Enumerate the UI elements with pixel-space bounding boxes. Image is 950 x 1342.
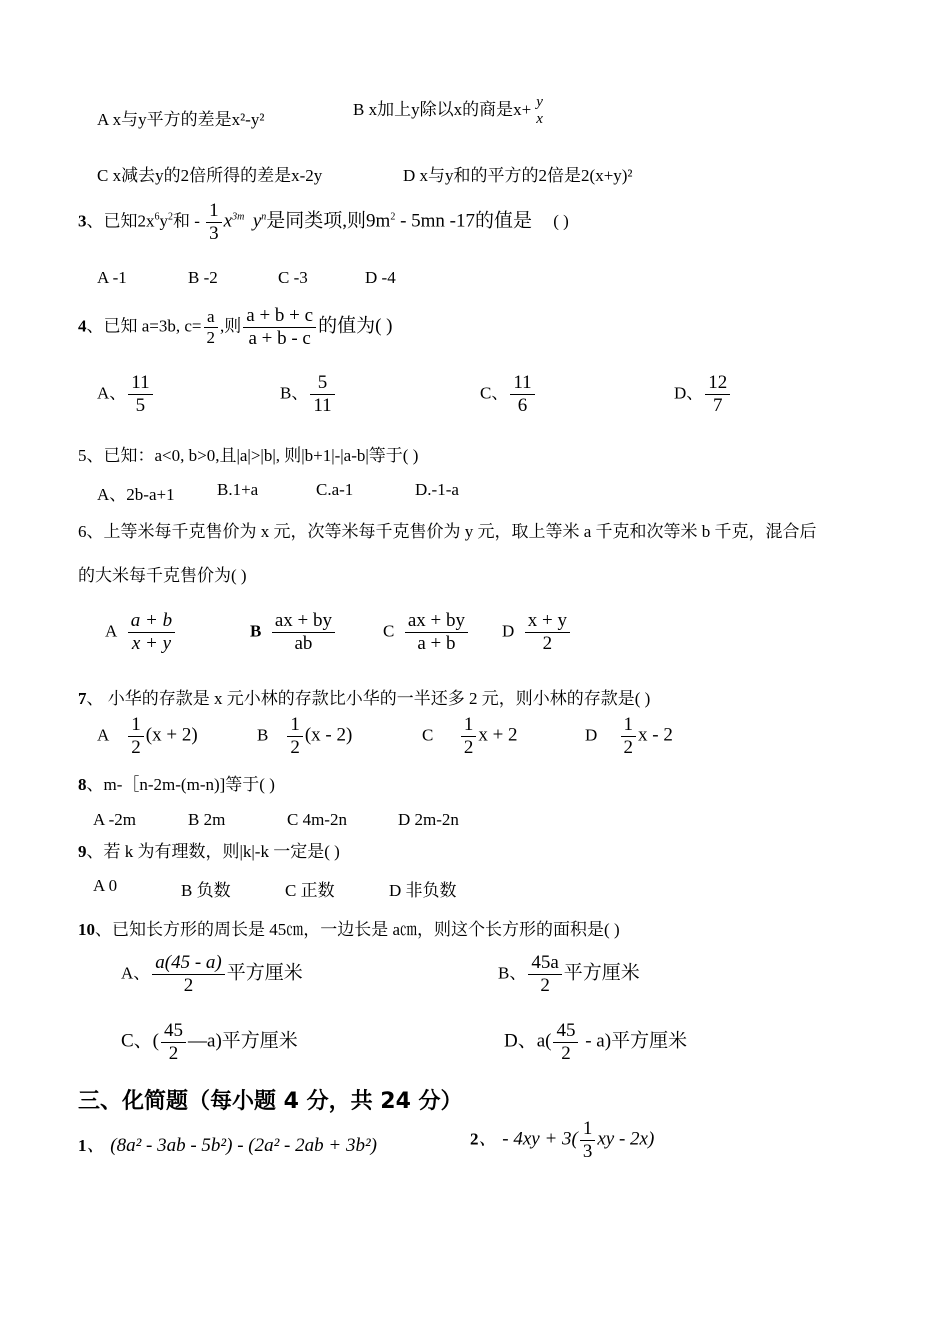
q6-option-a-label: A — [105, 621, 118, 641]
q3-number: 3 — [78, 211, 87, 231]
q4-option-a-label: A、 — [97, 383, 127, 403]
question-4 — [78, 305, 392, 350]
q3-tail2: - 5mn -17的值是 — [395, 210, 532, 232]
q3-exp5: 2 — [390, 211, 396, 223]
q4-mid: ,则 — [220, 316, 242, 336]
q2-option-b-denominator: x — [536, 111, 543, 128]
q3-exp4: n — [261, 211, 267, 223]
q10-number: 10 — [78, 920, 95, 939]
q7-option-c — [422, 714, 518, 759]
q6-option-b-label: B — [250, 621, 262, 641]
q2-option-b-numerator: y — [536, 94, 543, 110]
q4-option-d — [674, 372, 732, 417]
q6-option-a — [105, 610, 177, 655]
q3-fraction-num: 1 — [206, 200, 222, 223]
q4-option-c — [480, 372, 537, 417]
q3-mid2: 和 - — [173, 211, 200, 231]
q4-fraction-a — [204, 307, 219, 347]
q7-option-d-den: 2 — [623, 736, 634, 758]
q3-var2: y — [252, 210, 262, 232]
q4-option-d-num: 12 — [705, 372, 730, 395]
q4-option-a-num: 11 — [128, 372, 152, 395]
q10-option-c-label: C、( — [121, 1030, 160, 1052]
q7-option-d-tail: x - 2 — [638, 724, 673, 746]
q6-option-b-fraction — [272, 610, 335, 655]
q10-option-b-label: B、 — [498, 963, 527, 983]
q4-fraction-b — [243, 305, 316, 350]
q7-option-c-label: C — [422, 725, 434, 745]
q6-option-a-num: a + b — [128, 610, 175, 633]
q10-option-a-fraction — [152, 952, 224, 997]
s3-p2-fraction-den: 3 — [582, 1140, 593, 1162]
q9-option-b: B 负数 — [181, 881, 231, 900]
q10-option-b-fraction — [528, 952, 561, 997]
q6-option-d-label: D — [502, 621, 515, 641]
s3-p1-number: 1 — [78, 1136, 87, 1155]
s3-p2-tail: xy - 2x) — [597, 1128, 655, 1150]
question-6-line-1: 6、上等米每千克售价为 x 元，次等米每千克售价为 y 元，取上等米 a 千克和次等米 b 千克，混合后 — [78, 522, 817, 541]
question-7 — [78, 684, 650, 709]
q7-option-c-tail: x + 2 — [478, 724, 518, 746]
q4-option-b — [280, 372, 337, 417]
q2-option-b — [353, 94, 548, 129]
q7-option-a-label: A — [97, 725, 110, 745]
q8-option-b: B 2m — [188, 810, 226, 829]
q4-option-d-den: 7 — [713, 394, 723, 416]
q7-option-d-fraction — [621, 714, 637, 759]
q7-option-b-num: 1 — [287, 714, 303, 737]
q3-text-pre: 、已知2x — [86, 211, 155, 231]
q3-exp3: 3m — [232, 211, 245, 223]
q6-option-c-num: ax + by — [405, 610, 468, 633]
q10-option-d-den: 2 — [561, 1042, 571, 1064]
q6-option-c — [383, 610, 470, 655]
q4-option-a-fraction — [128, 372, 152, 417]
q4-text: 、已知 a=3b, c= — [86, 316, 202, 336]
q10-option-a-den: 2 — [183, 974, 194, 996]
q6-option-c-fraction — [405, 610, 468, 655]
q6-option-c-label: C — [383, 621, 395, 641]
q5-option-c: C.a-1 — [316, 480, 354, 499]
q4-option-c-fraction — [510, 372, 534, 417]
q4-tail: 的值为( ) — [318, 315, 393, 337]
q7-option-b-tail: (x - 2) — [304, 724, 353, 746]
q6-option-d — [502, 610, 572, 655]
q4-option-c-den: 6 — [517, 394, 528, 416]
q7-number: 7 — [78, 689, 87, 708]
q4-option-b-label: B、 — [280, 383, 309, 403]
q10-text: 、已知长方形的周长是 45㎝，一边长是 a㎝，则这个长方形的面积是( ) — [95, 920, 620, 939]
q5-option-d: D.-1-a — [415, 480, 459, 499]
q4-option-c-label: C、 — [480, 383, 509, 403]
q7-text: 、 小华的存款是 x 元小林的存款比小华的一半还多 2 元，则小林的存款是( ) — [86, 689, 651, 708]
q7-option-c-den: 2 — [463, 736, 474, 758]
q10-option-b-den: 2 — [540, 974, 550, 996]
section-3-problem-1 — [78, 1130, 377, 1157]
question-8 — [78, 770, 275, 795]
q7-option-d-label: D — [585, 725, 598, 745]
question-5: 5、已知：a<0, b>0,且|a|>|b|, 则|b+1|-|a-b|等于( ) — [78, 446, 419, 465]
q2-option-a: A x与y平方的差是x²-y² — [97, 110, 265, 129]
q7-option-a — [97, 714, 198, 759]
q4-option-b-den: 11 — [313, 394, 332, 416]
q10-option-c-fraction — [161, 1020, 186, 1065]
q6-option-d-num: x + y — [525, 610, 570, 633]
q4-fraction-b-num: a + b + c — [243, 305, 316, 328]
question-10 — [78, 915, 620, 940]
q3-option-d: D -4 — [365, 268, 396, 287]
question-3 — [78, 200, 569, 245]
q5-option-b: B.1+a — [217, 480, 259, 499]
q3-option-a: A -1 — [97, 268, 127, 287]
q9-option-a: A 0 — [93, 876, 118, 895]
q10-option-a-label: A、 — [121, 963, 151, 983]
q5-option-a: A、2b-a+1 — [97, 485, 175, 504]
q9-number: 9 — [78, 842, 87, 861]
q2-option-b-text: B x加上y除以x的商是x+ — [353, 100, 532, 120]
q4-fraction-b-den: a + b - c — [248, 327, 311, 349]
q7-option-a-tail: (x + 2) — [145, 724, 198, 746]
q6-option-a-den: x + y — [131, 632, 172, 654]
q10-option-c-tail: —a)平方厘米 — [188, 1030, 298, 1052]
s3-p2-fraction — [580, 1118, 596, 1163]
q7-option-d — [585, 714, 673, 759]
q3-exp2: 2 — [168, 211, 173, 223]
q3-paren: ( ) — [553, 211, 569, 231]
s3-p2-number: 2 — [470, 1129, 479, 1149]
q10-option-a-tail: 平方厘米 — [226, 962, 303, 984]
s3-p1-expression: 、 (8a² - 3ab - 5b²) - (2a² - 2ab + 3b²) — [86, 1135, 377, 1156]
question-9 — [78, 837, 340, 862]
q7-option-c-num: 1 — [461, 714, 477, 737]
q10-option-a — [121, 952, 303, 997]
section-3-problem-2 — [470, 1118, 654, 1163]
q3-option-b: B -2 — [188, 268, 218, 287]
q7-option-b-label: B — [257, 725, 269, 745]
q4-option-c-num: 11 — [510, 372, 534, 395]
q9-text: 、若 k 为有理数，则|k|-k 一定是( ) — [86, 842, 340, 861]
q10-option-d-tail: - a)平方厘米 — [580, 1030, 688, 1052]
q4-option-a-den: 5 — [135, 394, 146, 416]
q4-fraction-a-num: a — [204, 307, 219, 328]
q9-option-c: C 正数 — [285, 881, 335, 900]
q7-option-c-fraction — [461, 714, 477, 759]
q3-fraction-den: 3 — [209, 222, 219, 244]
question-6-line-2: 的大米每千克售价为( ) — [78, 566, 247, 585]
q6-option-d-den: 2 — [542, 632, 553, 654]
q10-option-b — [498, 952, 640, 997]
q3-exp1: 6 — [154, 211, 160, 223]
q10-option-c-num: 45 — [161, 1020, 186, 1043]
q3-option-c: C -3 — [278, 268, 308, 287]
q10-option-d — [504, 1020, 687, 1065]
q10-option-a-num: a(45 - a) — [152, 952, 224, 975]
q7-option-a-fraction — [128, 714, 144, 759]
q10-option-b-tail: 平方厘米 — [563, 962, 640, 984]
q10-option-b-num: 45a — [528, 952, 561, 975]
q4-option-a — [97, 372, 155, 417]
q6-option-c-den: a + b — [417, 632, 456, 654]
q3-fraction — [206, 200, 222, 245]
q4-option-d-label: D、 — [674, 383, 704, 403]
q4-option-b-num: 5 — [310, 372, 334, 395]
section-3-heading: 三、化简题（每小题 4 分，共 24 分） — [78, 1089, 463, 1114]
q7-option-a-num: 1 — [128, 714, 144, 737]
q8-number: 8 — [78, 775, 87, 794]
q3-var1: x — [223, 210, 233, 232]
q6-option-b-num: ax + by — [272, 610, 335, 633]
q3-mid1: y — [159, 211, 168, 231]
s3-p2-fraction-num: 1 — [580, 1118, 596, 1141]
q8-option-d: D 2m-2n — [398, 810, 459, 829]
q7-option-d-num: 1 — [621, 714, 637, 737]
q7-option-b — [257, 714, 352, 759]
q4-option-b-fraction — [310, 372, 334, 417]
q10-option-d-label: D、a( — [504, 1030, 552, 1052]
q4-option-d-fraction — [705, 372, 730, 417]
s3-p2-pre: 、 - 4xy + 3( — [478, 1128, 578, 1150]
q7-option-b-fraction — [287, 714, 303, 759]
q6-option-b — [250, 610, 337, 655]
q6-option-d-fraction — [525, 610, 570, 655]
q10-option-c-den: 2 — [168, 1042, 179, 1064]
q4-number: 4 — [78, 316, 87, 336]
q6-option-a-fraction — [128, 610, 175, 655]
q7-option-b-den: 2 — [290, 736, 300, 758]
q8-text: 、m-［n-2m-(m-n)]等于( ) — [86, 775, 275, 794]
q10-option-d-num: 45 — [553, 1020, 578, 1043]
q3-tail: 是同类项,则9m — [266, 210, 391, 232]
q8-option-a: A -2m — [93, 810, 136, 829]
q10-option-c — [121, 1020, 298, 1065]
q8-option-c: C 4m-2n — [287, 810, 347, 829]
q6-option-b-den: ab — [294, 632, 313, 654]
q2-option-d: D x与y和的平方的2倍是2(x+y)² — [403, 166, 633, 185]
q9-option-d: D 非负数 — [389, 881, 457, 900]
q2-option-c: C x减去y的2倍所得的差是x-2y — [97, 166, 323, 185]
q4-fraction-a-den: 2 — [206, 327, 216, 347]
q2-option-b-fraction — [533, 94, 546, 129]
q10-option-d-fraction — [553, 1020, 578, 1065]
q7-option-a-den: 2 — [131, 736, 141, 758]
